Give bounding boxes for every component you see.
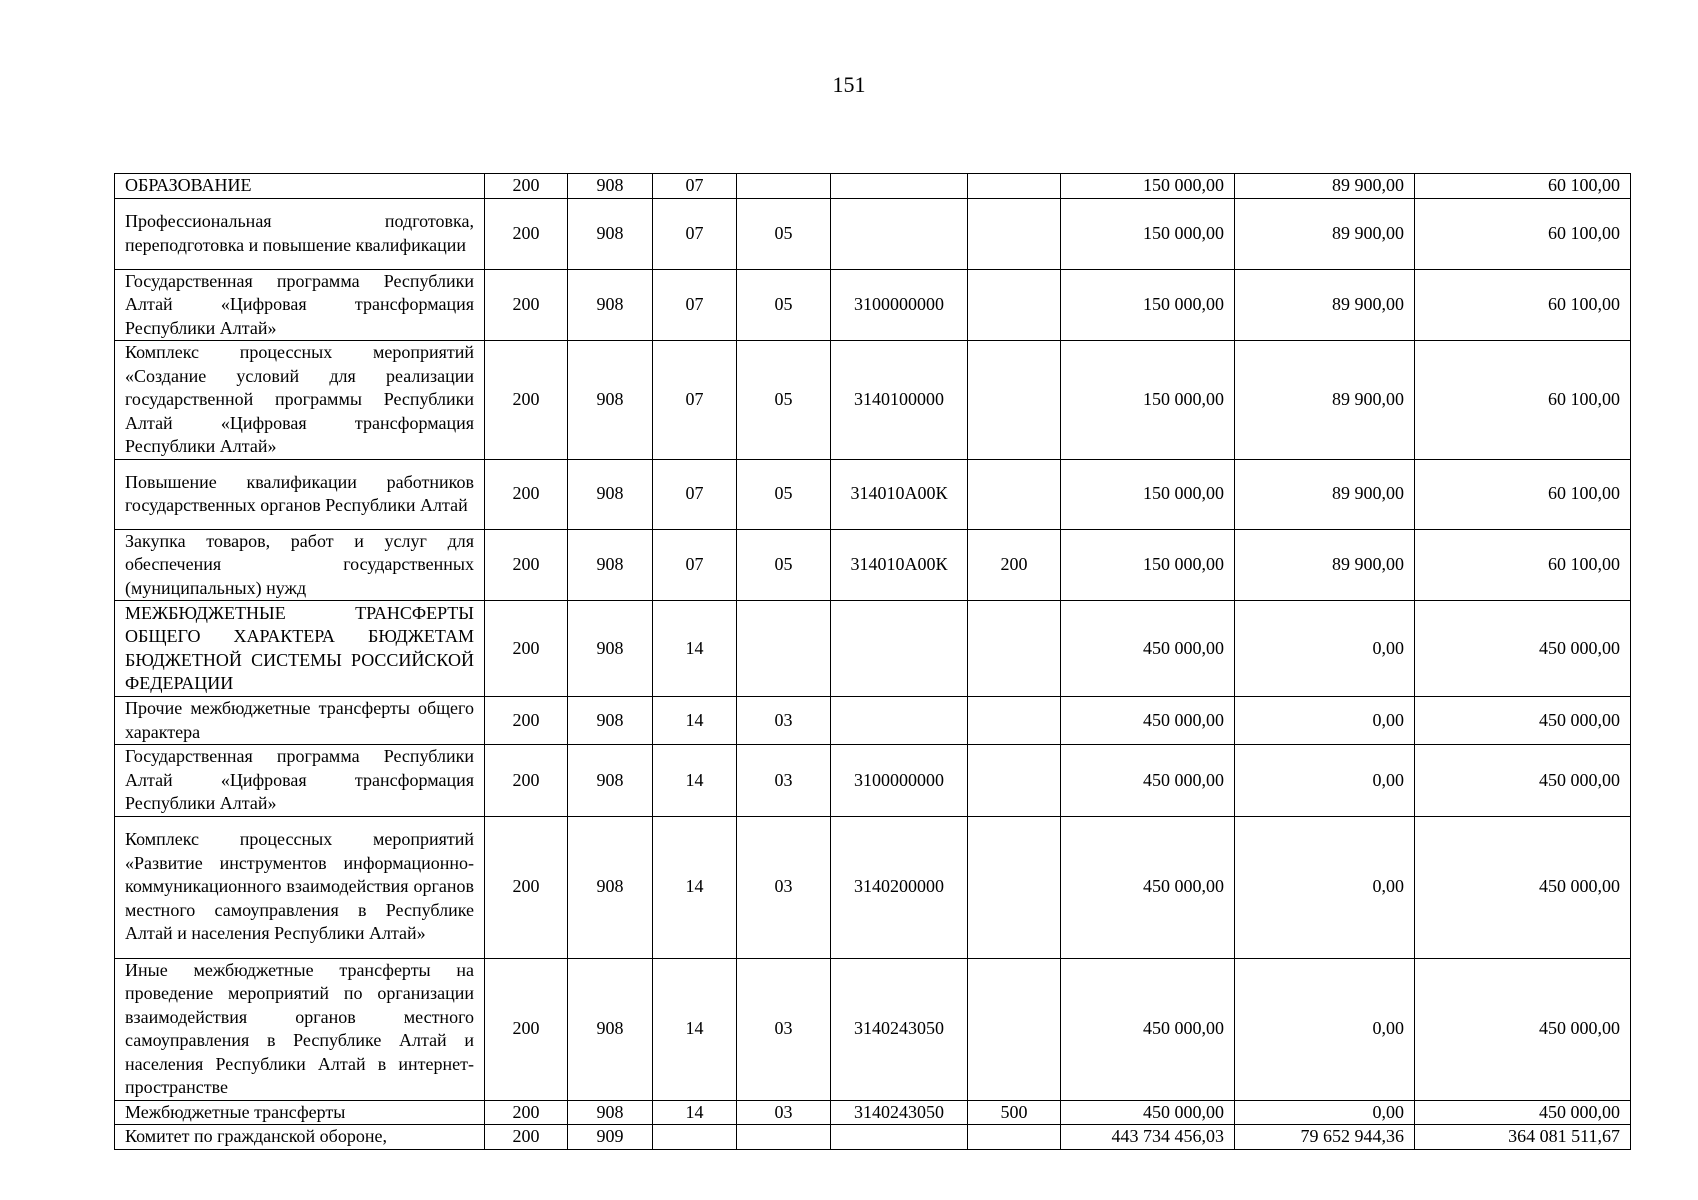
subsection-code-cell: 03 [737, 958, 831, 1100]
row-name-cell: Профессиональная подготовка, переподготовка и повышение квалификации [115, 198, 485, 269]
grbs-code-cell: 200 [485, 269, 568, 341]
amount-federal-cell: 89 900,00 [1235, 529, 1415, 601]
table-row [115, 1125, 1631, 1150]
subsection-code-cell: 05 [737, 341, 831, 460]
amount-total-cell: 150 000,00 [1061, 269, 1235, 341]
target-article-cell [831, 601, 968, 697]
ministry-code-cell: 908 [568, 459, 653, 529]
table-row [115, 601, 1631, 697]
row-name-cell: Государственная программа Республики Алтай «Цифровая трансформация Республики Алтай» [115, 269, 485, 341]
target-article-cell: 3140243050 [831, 1100, 968, 1125]
ministry-code-cell: 908 [568, 958, 653, 1100]
amount-regional-cell: 60 100,00 [1415, 341, 1631, 460]
ministry-code-cell: 908 [568, 601, 653, 697]
grbs-code-cell: 200 [485, 958, 568, 1100]
table-row [115, 341, 1631, 460]
amount-total-cell: 450 000,00 [1061, 1100, 1235, 1125]
grbs-code-cell: 200 [485, 174, 568, 199]
ministry-code-cell: 908 [568, 816, 653, 958]
grbs-code-cell: 200 [485, 601, 568, 697]
row-name-cell: Прочие межбюджетные трансферты общего характера [115, 697, 485, 745]
subsection-code-cell: 05 [737, 198, 831, 269]
section-code-cell: 14 [653, 816, 737, 958]
amount-total-cell: 450 000,00 [1061, 816, 1235, 958]
amount-federal-cell: 0,00 [1235, 958, 1415, 1100]
row-name-cell: Иные межбюджетные трансферты на проведение мероприятий по организации взаимодействия органов местного самоуправления в Республике Алтай и населения Республики Алтай в интернет-пространстве [115, 958, 485, 1100]
section-code-cell: 07 [653, 198, 737, 269]
amount-regional-cell: 364 081 511,67 [1415, 1125, 1631, 1150]
grbs-code-cell: 200 [485, 1100, 568, 1125]
grbs-code-cell: 200 [485, 459, 568, 529]
amount-federal-cell: 79 652 944,36 [1235, 1125, 1415, 1150]
amount-federal-cell: 0,00 [1235, 816, 1415, 958]
section-code-cell: 14 [653, 745, 737, 817]
expense-type-cell [968, 958, 1061, 1100]
ministry-code-cell: 908 [568, 1100, 653, 1125]
table-row [115, 816, 1631, 958]
amount-total-cell: 150 000,00 [1061, 459, 1235, 529]
section-code-cell: 07 [653, 529, 737, 601]
budget-table [114, 173, 1631, 1150]
subsection-code-cell: 05 [737, 529, 831, 601]
subsection-code-cell [737, 601, 831, 697]
amount-total-cell: 150 000,00 [1061, 198, 1235, 269]
row-name-cell: Комплекс процессных мероприятий «Развитие инструментов информационно-коммуникационного взаимодействия органов местного самоуправления в Республике Алтай и населения Республики Алтай» [115, 816, 485, 958]
amount-regional-cell: 450 000,00 [1415, 745, 1631, 817]
subsection-code-cell: 05 [737, 269, 831, 341]
section-code-cell: 14 [653, 958, 737, 1100]
amount-total-cell: 450 000,00 [1061, 745, 1235, 817]
target-article-cell [831, 1125, 968, 1150]
row-name-cell: Закупка товаров, работ и услуг для обеспечения государственных (муниципальных) нужд [115, 529, 485, 601]
grbs-code-cell: 200 [485, 1125, 568, 1150]
expense-type-cell [968, 745, 1061, 817]
amount-federal-cell: 89 900,00 [1235, 341, 1415, 460]
expense-type-cell [968, 816, 1061, 958]
ministry-code-cell: 908 [568, 697, 653, 745]
amount-total-cell: 150 000,00 [1061, 341, 1235, 460]
grbs-code-cell: 200 [485, 816, 568, 958]
table-row [115, 459, 1631, 529]
expense-type-cell [968, 697, 1061, 745]
amount-total-cell: 450 000,00 [1061, 958, 1235, 1100]
expense-type-cell [968, 1125, 1061, 1150]
budget-table-body [115, 174, 1631, 1150]
subsection-code-cell: 03 [737, 697, 831, 745]
subsection-code-cell: 03 [737, 1100, 831, 1125]
amount-regional-cell: 60 100,00 [1415, 459, 1631, 529]
expense-type-cell [968, 269, 1061, 341]
ministry-code-cell: 908 [568, 529, 653, 601]
grbs-code-cell: 200 [485, 529, 568, 601]
ministry-code-cell: 908 [568, 341, 653, 460]
expense-type-cell [968, 174, 1061, 199]
amount-regional-cell: 60 100,00 [1415, 198, 1631, 269]
amount-regional-cell: 450 000,00 [1415, 958, 1631, 1100]
grbs-code-cell: 200 [485, 341, 568, 460]
amount-regional-cell: 450 000,00 [1415, 697, 1631, 745]
grbs-code-cell: 200 [485, 697, 568, 745]
section-code-cell: 07 [653, 174, 737, 199]
amount-total-cell: 450 000,00 [1061, 697, 1235, 745]
amount-federal-cell: 89 900,00 [1235, 269, 1415, 341]
amount-federal-cell: 89 900,00 [1235, 198, 1415, 269]
table-row [115, 697, 1631, 745]
expense-type-cell: 200 [968, 529, 1061, 601]
amount-regional-cell: 60 100,00 [1415, 269, 1631, 341]
amount-regional-cell: 450 000,00 [1415, 1100, 1631, 1125]
ministry-code-cell: 909 [568, 1125, 653, 1150]
section-code-cell: 07 [653, 269, 737, 341]
amount-total-cell: 150 000,00 [1061, 529, 1235, 601]
subsection-code-cell [737, 174, 831, 199]
row-name-cell: МЕЖБЮДЖЕТНЫЕ ТРАНСФЕРТЫ ОБЩЕГО ХАРАКТЕРА БЮДЖЕТАМ БЮДЖЕТНОЙ СИСТЕМЫ РОССИЙСКОЙ ФЕДЕРАЦИИ [115, 601, 485, 697]
subsection-code-cell: 03 [737, 816, 831, 958]
row-name-cell: ОБРАЗОВАНИЕ [115, 174, 485, 199]
section-code-cell: 07 [653, 459, 737, 529]
section-code-cell: 14 [653, 601, 737, 697]
section-code-cell [653, 1125, 737, 1150]
table-row [115, 198, 1631, 269]
page-number: 151 [832, 72, 866, 97]
amount-regional-cell: 60 100,00 [1415, 529, 1631, 601]
expense-type-cell [968, 459, 1061, 529]
grbs-code-cell: 200 [485, 745, 568, 817]
section-code-cell: 07 [653, 341, 737, 460]
expense-type-cell: 500 [968, 1100, 1061, 1125]
table-row [115, 745, 1631, 817]
amount-regional-cell: 60 100,00 [1415, 174, 1631, 199]
target-article-cell [831, 198, 968, 269]
table-row [115, 269, 1631, 341]
expense-type-cell [968, 341, 1061, 460]
target-article-cell: 3100000000 [831, 269, 968, 341]
target-article-cell: 3140100000 [831, 341, 968, 460]
target-article-cell: 314010А00К [831, 529, 968, 601]
amount-federal-cell: 0,00 [1235, 601, 1415, 697]
section-code-cell: 14 [653, 1100, 737, 1125]
grbs-code-cell: 200 [485, 198, 568, 269]
section-code-cell: 14 [653, 697, 737, 745]
table-row [115, 958, 1631, 1100]
ministry-code-cell: 908 [568, 198, 653, 269]
target-article-cell: 3140200000 [831, 816, 968, 958]
target-article-cell: 3140243050 [831, 958, 968, 1100]
amount-total-cell: 443 734 456,03 [1061, 1125, 1235, 1150]
table-row [115, 1100, 1631, 1125]
target-article-cell: 314010А00К [831, 459, 968, 529]
table-row [115, 174, 1631, 199]
amount-federal-cell: 89 900,00 [1235, 174, 1415, 199]
target-article-cell: 3100000000 [831, 745, 968, 817]
amount-total-cell: 450 000,00 [1061, 601, 1235, 697]
row-name-cell: Государственная программа Республики Алтай «Цифровая трансформация Республики Алтай» [115, 745, 485, 817]
ministry-code-cell: 908 [568, 269, 653, 341]
subsection-code-cell [737, 1125, 831, 1150]
row-name-cell: Комплекс процессных мероприятий «Создание условий для реализации государственной программы Республики Алтай «Цифровая трансформация Республики Алтай» [115, 341, 485, 460]
expense-type-cell [968, 198, 1061, 269]
table-row [115, 529, 1631, 601]
amount-federal-cell: 0,00 [1235, 1100, 1415, 1125]
subsection-code-cell: 05 [737, 459, 831, 529]
row-name-cell: Комитет по гражданской обороне, [115, 1125, 485, 1150]
ministry-code-cell: 908 [568, 174, 653, 199]
amount-federal-cell: 0,00 [1235, 697, 1415, 745]
amount-federal-cell: 89 900,00 [1235, 459, 1415, 529]
target-article-cell [831, 174, 968, 199]
expense-type-cell [968, 601, 1061, 697]
target-article-cell [831, 697, 968, 745]
amount-regional-cell: 450 000,00 [1415, 601, 1631, 697]
amount-federal-cell: 0,00 [1235, 745, 1415, 817]
ministry-code-cell: 908 [568, 745, 653, 817]
amount-regional-cell: 450 000,00 [1415, 816, 1631, 958]
row-name-cell: Повышение квалификации работников государственных органов Республики Алтай [115, 459, 485, 529]
subsection-code-cell: 03 [737, 745, 831, 817]
row-name-cell: Межбюджетные трансферты [115, 1100, 485, 1125]
amount-total-cell: 150 000,00 [1061, 174, 1235, 199]
